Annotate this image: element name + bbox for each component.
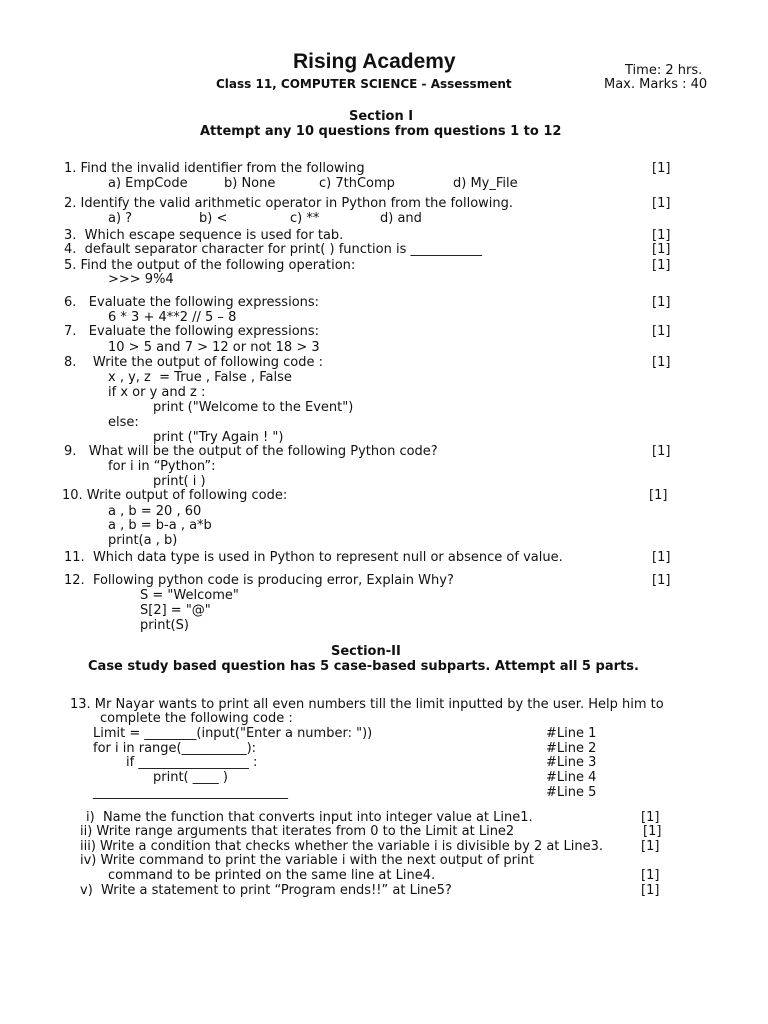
q3-text: 3. Which escape sequence is used for tab.: [64, 228, 344, 243]
q12-code-line3: print(S): [140, 618, 189, 633]
q1-option-a: a) EmpCode: [108, 176, 188, 191]
q1-option-d: d) My_File: [453, 176, 518, 191]
q7-code: 10 > 5 and 7 > 12 or not 18 > 3: [108, 340, 320, 355]
q7-marks: [1]: [652, 324, 671, 339]
section1-title: Section I: [349, 109, 414, 124]
q13-code-line4: print( ____ ): [153, 770, 228, 785]
q13-code-line3: if _________________ :: [126, 755, 258, 770]
q13-subpart-2-marks: [1]: [643, 824, 662, 839]
q13-code-line2: for i in range(__________):: [93, 741, 257, 756]
q1-option-c: c) 7thComp: [319, 176, 395, 191]
q13-code-line5: ______________________________: [93, 785, 288, 800]
q1-text: 1. Find the invalid identifier from the following: [64, 161, 365, 176]
q13-tag-line1: #Line 1: [546, 726, 597, 741]
q1-option-b: b) None: [224, 176, 276, 191]
q10-code-line2: a , b = b-a , a*b: [108, 518, 212, 533]
school-title: Rising Academy: [293, 50, 456, 73]
q12-code-line1: S = "Welcome": [140, 588, 239, 603]
q9-marks: [1]: [652, 444, 671, 459]
q8-code-line2: if x or y and z :: [108, 385, 206, 400]
q3-marks: [1]: [652, 228, 671, 243]
q2-text: 2. Identify the valid arithmetic operator in Python from the following.: [64, 196, 514, 211]
q2-option-a: a) ?: [108, 211, 133, 226]
q13-subpart-1: i) Name the function that converts input into integer value at Line1.: [86, 810, 533, 825]
class-line: Class 11, COMPUTER SCIENCE - Assessment: [216, 77, 512, 91]
q2-marks: [1]: [652, 196, 671, 211]
q10-code-line3: print(a , b): [108, 533, 178, 548]
q6-text: 6. Evaluate the following expressions:: [64, 295, 320, 310]
q5-code: >>> 9%4: [108, 272, 174, 287]
q2-option-c: c) **: [290, 211, 320, 226]
q4-text: 4. default separator character for print( ) function is ___________: [64, 242, 482, 257]
q5-marks: [1]: [652, 258, 671, 273]
max-marks-label: Max. Marks : 40: [604, 77, 708, 92]
q10-marks: [1]: [649, 488, 668, 503]
q9-code-line1: for i in “Python”:: [108, 459, 216, 474]
q2-option-b: b) <: [199, 211, 228, 226]
q9-code-line2: print( i ): [153, 474, 206, 489]
section2-title: Section-II: [331, 644, 401, 659]
q13-tag-line2: #Line 2: [546, 741, 597, 756]
q8-text: 8. Write the output of following code :: [64, 355, 323, 370]
q13-subpart-4-marks: [1]: [641, 868, 660, 883]
section1-instruction: Attempt any 10 questions from questions 1 to 12: [200, 124, 562, 139]
q13-tag-line4: #Line 4: [546, 770, 597, 785]
q13-tag-line5: #Line 5: [546, 785, 597, 800]
q13-text-line2: complete the following code :: [100, 711, 293, 726]
q13-tag-line3: #Line 3: [546, 755, 597, 770]
q11-text: 11. Which data type is used in Python to represent null or absence of value.: [64, 550, 563, 565]
q12-text: 12. Following python code is producing error, Explain Why?: [64, 573, 454, 588]
q13-subpart-4b: command to be printed on the same line at Line4.: [108, 868, 436, 883]
q10-text: 10. Write output of following code:: [62, 488, 288, 503]
q12-marks: [1]: [652, 573, 671, 588]
q13-subpart-5-marks: [1]: [641, 883, 660, 898]
q8-code-line3: print ("Welcome to the Event"): [153, 400, 354, 415]
q13-subpart-4a: iv) Write command to print the variable i with the next output of print: [80, 853, 534, 868]
q12-code-line2: S[2] = "@": [140, 603, 211, 618]
time-label: Time: 2 hrs.: [625, 63, 703, 78]
q13-subpart-5: v) Write a statement to print “Program ends!!” at Line5?: [80, 883, 452, 898]
q13-code-line1: Limit = ________(input("Enter a number: ")): [93, 726, 373, 741]
q11-marks: [1]: [652, 550, 671, 565]
q1-marks: [1]: [652, 161, 671, 176]
q13-subpart-3: iii) Write a condition that checks whether the variable i is divisible by 2 at Line3.: [80, 839, 604, 854]
q4-marks: [1]: [652, 242, 671, 257]
q6-code: 6 * 3 + 4**2 // 5 – 8: [108, 310, 237, 325]
q5-text: 5. Find the output of the following operation:: [64, 258, 356, 273]
q13-subpart-3-marks: [1]: [641, 839, 660, 854]
q10-code-line1: a , b = 20 , 60: [108, 504, 202, 519]
q8-code-line5: print ("Try Again ! "): [153, 430, 284, 445]
q8-code-line1: x , y, z = True , False , False: [108, 370, 292, 385]
q13-subpart-2: ii) Write range arguments that iterates from 0 to the Limit at Line2: [80, 824, 515, 839]
q2-option-d: d) and: [380, 211, 422, 226]
q13-subpart-1-marks: [1]: [641, 810, 660, 825]
q9-text: 9. What will be the output of the following Python code?: [64, 444, 438, 459]
section2-instruction: Case study based question has 5 case-based subparts. Attempt all 5 parts.: [88, 659, 639, 674]
q7-text: 7. Evaluate the following expressions:: [64, 324, 320, 339]
q13-text-line1: 13. Mr Nayar wants to print all even numbers till the limit inputted by the user. Help him to: [70, 697, 664, 712]
q8-code-line4: else:: [108, 415, 139, 430]
q6-marks: [1]: [652, 295, 671, 310]
q8-marks: [1]: [652, 355, 671, 370]
